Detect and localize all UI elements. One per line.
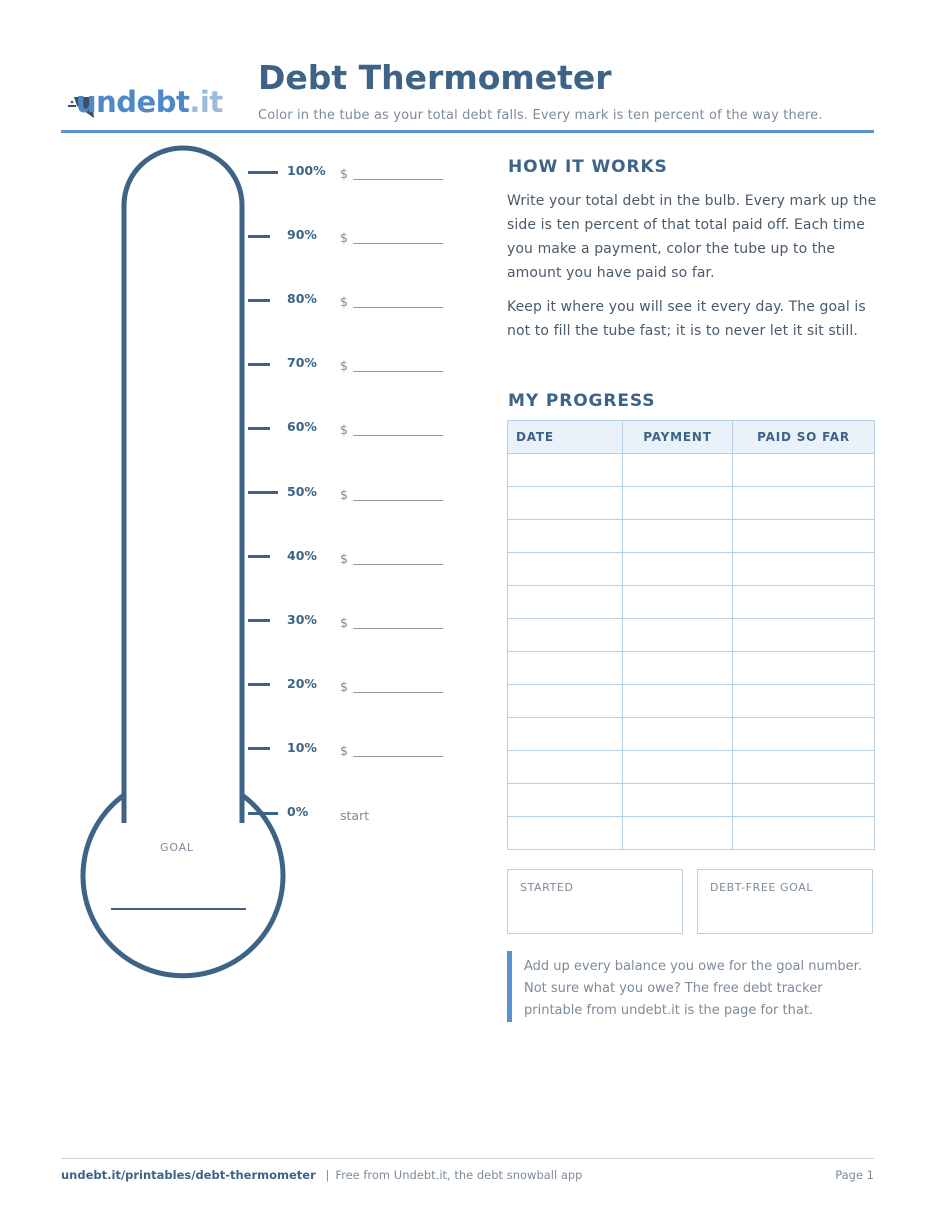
table-row (508, 487, 875, 520)
paid-so-far-cell[interactable] (733, 487, 875, 520)
scale-amount-blank[interactable] (353, 756, 443, 757)
scale-percent-label: 80% (287, 291, 317, 307)
paid-so-far-cell[interactable] (733, 586, 875, 619)
date-cell[interactable] (508, 652, 623, 685)
scale-currency-sign: $ (340, 358, 348, 374)
date-cell[interactable] (508, 619, 623, 652)
scale-amount-blank[interactable] (353, 179, 443, 180)
page-subtitle: Color in the tube as your total debt falls. Every mark is ten percent of the way there. (258, 108, 823, 123)
scale-amount-blank[interactable] (353, 564, 443, 565)
how-it-works-heading: HOW IT WORKS (508, 157, 668, 177)
paid-so-far-cell[interactable] (733, 553, 875, 586)
my-progress-heading: MY PROGRESS (508, 391, 656, 411)
column-header-paid-so-far: PAID SO FAR (733, 421, 875, 454)
note-text: Add up every balance you owe for the goal number. Not sure what you owe? The free debt tracker printable from undebt.it is the page for that. (524, 959, 862, 1018)
logo-text-it: .it (189, 85, 223, 119)
scale-tick (248, 683, 270, 686)
scale-amount-blank[interactable] (353, 692, 443, 693)
scale-percent-label: 100% (287, 163, 326, 178)
table-row (508, 586, 875, 619)
payment-cell[interactable] (623, 553, 733, 586)
footer-divider (61, 1158, 874, 1159)
paid-so-far-cell[interactable] (733, 817, 875, 850)
scale-tick (248, 363, 270, 366)
scale-currency-sign: $ (340, 486, 348, 502)
scale-percent-label: 90% (287, 227, 317, 243)
date-cell[interactable] (508, 718, 623, 751)
table-row (508, 619, 875, 652)
scale-tick (248, 235, 270, 238)
undebt-logo (68, 85, 228, 122)
date-cell[interactable] (508, 685, 623, 718)
payment-cell[interactable] (623, 652, 733, 685)
progress-table-header-row (508, 421, 875, 454)
scale-amount-blank[interactable] (353, 628, 443, 629)
table-row (508, 784, 875, 817)
footer-page-number: Page 1 (835, 1168, 874, 1182)
scale-percent-label: 70% (287, 355, 317, 371)
payment-cell[interactable] (623, 685, 733, 718)
how-it-works-paragraph-1: Write your total debt in the bulb. Every mark up the side is ten percent of that total paid off. Each time you make a payment, color the tube up to the amount you have paid so far. (507, 193, 877, 281)
payment-cell[interactable] (623, 784, 733, 817)
progress-table (507, 420, 875, 850)
note-accent-bar (507, 951, 512, 1022)
date-cell[interactable] (508, 487, 623, 520)
page-title: Debt Thermometer (258, 58, 612, 97)
payment-cell[interactable] (623, 751, 733, 784)
scale-currency-sign: $ (340, 550, 348, 566)
date-cell[interactable] (508, 586, 623, 619)
scale-tick (248, 171, 278, 174)
column-header-payment: PAYMENT (623, 421, 733, 454)
footer-url-link[interactable]: undebt.it/printables/debt-thermometer (61, 1168, 316, 1182)
scale-amount-blank[interactable] (353, 500, 443, 501)
payment-cell[interactable] (623, 817, 733, 850)
paid-so-far-cell[interactable] (733, 751, 875, 784)
scale-percent-label: 40% (287, 547, 317, 563)
scale-percent-label: 50% (287, 483, 317, 499)
scale-currency-sign: $ (340, 614, 348, 630)
footer-left (61, 1167, 582, 1183)
scale-currency-sign: $ (340, 166, 348, 181)
payment-cell[interactable] (623, 487, 733, 520)
logo-text-debt: debt (116, 85, 190, 119)
scale-tick (248, 427, 270, 430)
goal-label: GOAL (160, 841, 194, 854)
date-cell[interactable] (508, 553, 623, 586)
date-cell[interactable] (508, 817, 623, 850)
paid-so-far-cell[interactable] (733, 454, 875, 487)
paid-so-far-cell[interactable] (733, 520, 875, 553)
table-row (508, 553, 875, 586)
scale-currency-sign: $ (340, 678, 348, 694)
scale-amount-blank[interactable] (353, 307, 443, 308)
paid-so-far-cell[interactable] (733, 784, 875, 817)
started-label: STARTED (520, 881, 574, 894)
scale-amount-blank[interactable] (353, 371, 443, 372)
table-row (508, 718, 875, 751)
scale-tick (248, 812, 278, 815)
date-cell[interactable] (508, 751, 623, 784)
payment-cell[interactable] (623, 586, 733, 619)
scale-tick (248, 619, 270, 622)
scale-percent-label: 30% (287, 611, 317, 627)
column-header-date: DATE (508, 421, 623, 454)
table-row (508, 817, 875, 850)
footer-tagline: Free from Undebt.it, the debt snowball app (335, 1168, 583, 1182)
paid-so-far-cell[interactable] (733, 652, 875, 685)
scale-tick (248, 491, 278, 494)
scale-tick (248, 299, 270, 302)
payment-cell[interactable] (623, 619, 733, 652)
table-row (508, 751, 875, 784)
table-row (508, 685, 875, 718)
how-it-works-paragraph-2: Keep it where you will see it every day. The goal is not to fill the tube fast; it is to never let it sit still. (507, 299, 866, 339)
paid-so-far-cell[interactable] (733, 619, 875, 652)
goal-amount-line[interactable] (111, 908, 246, 910)
header-divider (61, 130, 874, 133)
scale-percent-label: 20% (287, 675, 317, 691)
scale-percent-label: 10% (287, 739, 317, 755)
scale-amount-blank[interactable] (353, 243, 443, 244)
logo-wordmark (76, 85, 223, 119)
scale-currency-sign: $ (340, 230, 348, 246)
scale-tick (248, 747, 270, 750)
logo-text-un: un (76, 85, 117, 119)
payment-cell[interactable] (623, 520, 733, 553)
table-row (508, 454, 875, 487)
payment-cell[interactable] (623, 718, 733, 751)
payment-cell[interactable] (623, 454, 733, 487)
date-cell[interactable] (508, 520, 623, 553)
table-row (508, 652, 875, 685)
table-row (508, 520, 875, 553)
scale-amount-blank[interactable] (353, 435, 443, 436)
scale-currency-sign: $ (340, 422, 348, 438)
debt-free-goal-label: DEBT-FREE GOAL (710, 881, 814, 894)
started-box[interactable] (507, 869, 683, 934)
paid-so-far-cell[interactable] (733, 718, 875, 751)
scale-percent-label: 0% (287, 804, 309, 819)
debt-free-goal-box[interactable] (697, 869, 873, 934)
scale-currency-sign: $ (340, 294, 348, 310)
date-cell[interactable] (508, 784, 623, 817)
scale-tick (248, 555, 270, 558)
scale-currency-sign: $ (340, 742, 348, 758)
scale-start-label: start (340, 808, 370, 823)
scale-percent-label: 60% (287, 419, 317, 435)
footer-separator: | (325, 1168, 330, 1182)
paid-so-far-cell[interactable] (733, 685, 875, 718)
date-cell[interactable] (508, 454, 623, 487)
